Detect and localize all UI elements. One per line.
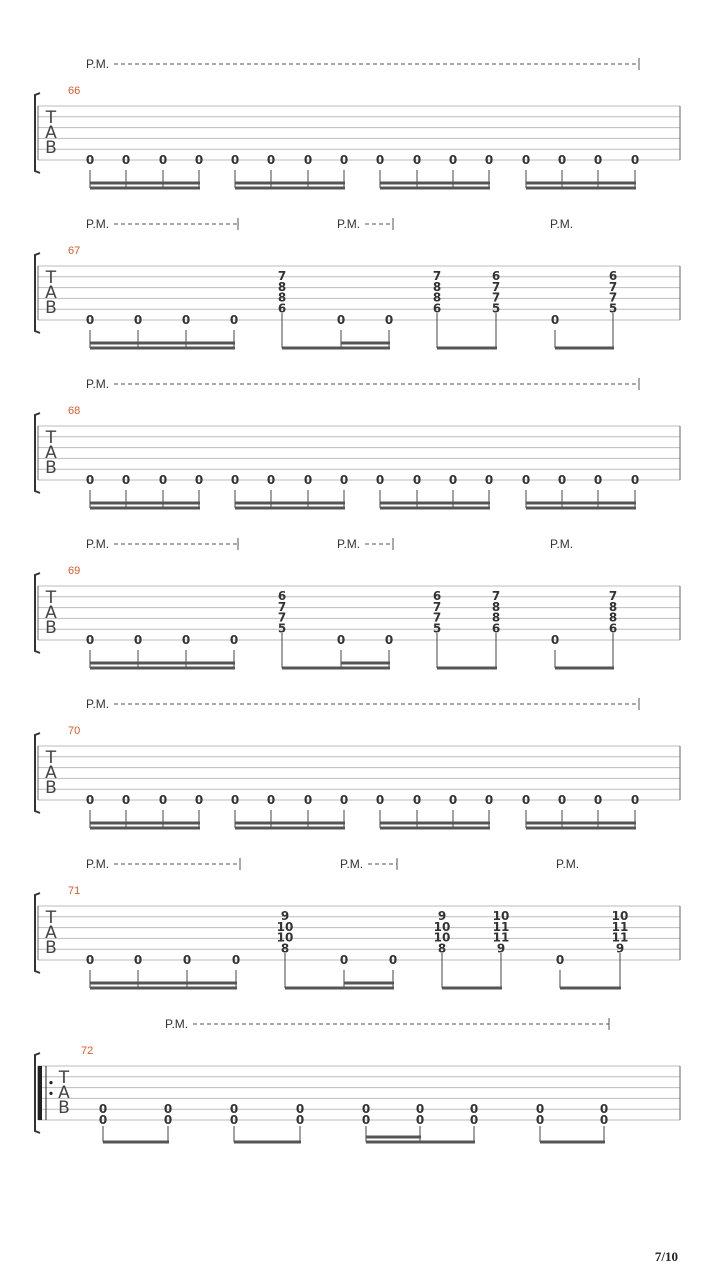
fret-number: 0 [599, 1113, 609, 1127]
palm-mute-label: P.M. [86, 857, 110, 871]
fret-number: 0 [550, 633, 560, 647]
fret-number: 0 [266, 793, 276, 807]
fret-number: 7 [491, 279, 501, 294]
fret-number: 0 [336, 313, 346, 327]
beam [282, 667, 390, 670]
fret-number: 0 [630, 793, 640, 807]
beam [90, 342, 235, 345]
fret-number: 5 [432, 621, 442, 636]
fret-number: 6 [432, 589, 442, 603]
fret-number: 0 [230, 793, 240, 807]
fret-number: 0 [163, 1102, 173, 1117]
tab-clef-letter: B [45, 938, 57, 958]
measure-number: 69 [68, 565, 81, 577]
beam [282, 347, 390, 350]
fret-number: 0 [194, 473, 204, 487]
fret-number: 0 [361, 1102, 371, 1117]
fret-number: 6 [491, 621, 501, 636]
fret-number: 7 [608, 290, 618, 305]
fret-number: 0 [469, 1113, 479, 1127]
fret-number: 11 [492, 930, 510, 945]
fret-number: 10 [492, 909, 510, 923]
tab-clef-letter: A [45, 603, 57, 623]
fret-number: 0 [231, 953, 241, 967]
palm-mute-label: P.M. [86, 537, 110, 551]
beam [366, 1136, 421, 1139]
palm-mute-label: P.M. [86, 57, 110, 71]
tab-staff [35, 733, 680, 813]
beam [380, 187, 490, 190]
fret-number: 0 [469, 1102, 479, 1117]
fret-number: 0 [336, 633, 346, 647]
beam [526, 187, 636, 190]
fret-number: 10 [433, 919, 451, 934]
palm-mute-label: P.M. [165, 1017, 189, 1031]
tab-clef-letter: A [45, 763, 57, 783]
fret-number: 0 [484, 473, 494, 487]
palm-mute-label: P.M. [340, 857, 364, 871]
palm-mute-label: P.M. [337, 217, 361, 231]
beam [344, 982, 394, 985]
beam [437, 347, 497, 350]
fret-number: 0 [133, 633, 143, 647]
fret-number: 8 [277, 290, 287, 305]
fret-number: 0 [521, 473, 531, 487]
fret-number: 7 [432, 599, 442, 614]
fret-number: 0 [384, 313, 394, 327]
fret-number: 0 [415, 1102, 425, 1117]
fret-number: 0 [85, 313, 95, 327]
fret-number: 7 [277, 610, 287, 625]
fret-number: 0 [412, 153, 422, 167]
beam [235, 507, 345, 510]
beam [90, 822, 200, 825]
beam [90, 182, 200, 185]
fret-number: 8 [277, 279, 287, 294]
tab-staff [35, 93, 680, 173]
fret-number: 6 [277, 301, 287, 316]
fret-number: 0 [98, 1102, 108, 1117]
fret-number: 0 [182, 953, 192, 967]
palm-mute-label: P.M. [556, 857, 580, 871]
fret-number: 10 [433, 930, 451, 945]
fret-number: 5 [277, 621, 287, 636]
fret-number: 0 [229, 1113, 239, 1127]
fret-number: 0 [550, 313, 560, 327]
measure-number: 71 [68, 885, 81, 897]
fret-number: 11 [611, 919, 629, 934]
fret-number: 0 [163, 1113, 173, 1127]
tab-clef-letter: B [58, 1098, 70, 1118]
fret-number: 9 [437, 909, 447, 923]
fret-number: 0 [295, 1102, 305, 1117]
tab-clef-letter: T [45, 108, 57, 128]
fret-number: 0 [593, 153, 603, 167]
fret-number: 8 [608, 610, 618, 625]
tab-clef-letter: A [45, 923, 57, 943]
fret-number: 8 [491, 610, 501, 625]
beam [437, 667, 497, 670]
fret-number: 0 [557, 153, 567, 167]
fret-number: 0 [121, 793, 131, 807]
fret-number: 6 [491, 269, 501, 283]
fret-number: 0 [266, 473, 276, 487]
beam [90, 827, 200, 830]
beam [235, 187, 345, 190]
tab-clef-letter: B [45, 458, 57, 478]
fret-number: 7 [608, 279, 618, 294]
fret-number: 0 [521, 793, 531, 807]
fret-number: 0 [448, 153, 458, 167]
fret-number: 0 [557, 473, 567, 487]
fret-number: 0 [85, 633, 95, 647]
fret-number: 0 [194, 793, 204, 807]
fret-number: 0 [121, 473, 131, 487]
fret-number: 0 [133, 313, 143, 327]
tab-clef-letter: A [58, 1083, 70, 1103]
fret-number: 9 [496, 941, 506, 956]
fret-number: 0 [158, 473, 168, 487]
beam [235, 182, 345, 185]
fret-number: 0 [194, 153, 204, 167]
beam [380, 827, 490, 830]
beam [526, 822, 636, 825]
tab-clef-letter: B [45, 778, 57, 798]
fret-number: 0 [339, 153, 349, 167]
tab-staff [35, 893, 680, 973]
beam [90, 662, 235, 665]
palm-mute-label: P.M. [86, 377, 110, 391]
fret-number: 0 [448, 473, 458, 487]
fret-number: 10 [276, 919, 294, 934]
tab-staff [35, 413, 680, 493]
fret-number: 0 [303, 473, 313, 487]
fret-number: 8 [608, 599, 618, 614]
measure-number: 66 [68, 85, 81, 97]
tab-clef-letter: T [58, 1068, 70, 1088]
fret-number: 0 [229, 633, 239, 647]
beam [366, 1141, 475, 1144]
fret-number: 0 [85, 793, 95, 807]
tab-staff [35, 1053, 680, 1133]
fret-number: 6 [277, 589, 287, 603]
fret-number: 0 [339, 793, 349, 807]
beam [341, 342, 390, 345]
fret-number: 8 [432, 290, 442, 305]
fret-number: 0 [85, 153, 95, 167]
fret-number: 0 [98, 1113, 108, 1127]
palm-mute-label: P.M. [337, 537, 361, 551]
fret-number: 0 [229, 313, 239, 327]
beam [555, 347, 614, 350]
fret-number: 0 [121, 153, 131, 167]
fret-number: 0 [535, 1102, 545, 1117]
palm-mute-label: P.M. [550, 217, 574, 231]
fret-number: 0 [303, 153, 313, 167]
fret-number: 6 [608, 269, 618, 283]
tab-staff [35, 573, 680, 653]
fret-number: 7 [608, 589, 618, 603]
fret-number: 0 [158, 793, 168, 807]
fret-number: 7 [491, 589, 501, 603]
beam [555, 667, 614, 670]
beam [103, 1141, 169, 1144]
fret-number: 0 [484, 153, 494, 167]
fret-number: 0 [593, 473, 603, 487]
tab-clef-letter: T [45, 428, 57, 448]
fret-number: 8 [437, 941, 447, 956]
beam [90, 667, 235, 670]
fret-number: 0 [630, 153, 640, 167]
tab-clef-letter: A [45, 283, 57, 303]
beam [234, 1141, 301, 1144]
fret-number: 5 [491, 301, 501, 316]
fret-number: 0 [412, 473, 422, 487]
fret-number: 0 [158, 153, 168, 167]
fret-number: 11 [611, 930, 629, 945]
beam [90, 187, 200, 190]
fret-number: 0 [555, 953, 565, 967]
fret-number: 9 [615, 941, 625, 956]
beam [560, 987, 621, 990]
fret-number: 6 [432, 301, 442, 316]
fret-number: 0 [361, 1113, 371, 1127]
fret-number: 0 [599, 1102, 609, 1117]
fret-number: 0 [339, 953, 349, 967]
fret-number: 0 [181, 633, 191, 647]
fret-number: 0 [133, 953, 143, 967]
fret-number: 6 [608, 621, 618, 636]
tab-clef-letter: A [45, 443, 57, 463]
tab-clef-letter: T [45, 908, 57, 928]
tab-clef-letter: T [45, 748, 57, 768]
fret-number: 0 [535, 1113, 545, 1127]
beam [285, 987, 394, 990]
palm-mute-label: P.M. [86, 217, 110, 231]
fret-number: 0 [412, 793, 422, 807]
beam [90, 507, 200, 510]
measure-number: 70 [68, 725, 81, 737]
beam [341, 662, 390, 665]
fret-number: 7 [491, 290, 501, 305]
fret-number: 0 [303, 793, 313, 807]
beam [380, 182, 490, 185]
beam [526, 502, 636, 505]
fret-number: 10 [611, 909, 629, 923]
beam [526, 507, 636, 510]
fret-number: 7 [432, 269, 442, 283]
fret-number: 10 [276, 930, 294, 945]
tab-clef-letter: B [45, 298, 57, 318]
beam [442, 987, 502, 990]
fret-number: 0 [484, 793, 494, 807]
beam [526, 827, 636, 830]
fret-number: 0 [557, 793, 567, 807]
fret-number: 7 [277, 269, 287, 283]
fret-number: 8 [491, 599, 501, 614]
palm-mute-label: P.M. [550, 537, 574, 551]
fret-number: 0 [375, 793, 385, 807]
fret-number: 0 [384, 633, 394, 647]
fret-number: 0 [229, 1102, 239, 1117]
measure-number: 72 [81, 1045, 94, 1057]
beam [380, 822, 490, 825]
beam [540, 1141, 605, 1144]
fret-number: 9 [280, 909, 290, 923]
tab-staff [35, 253, 680, 333]
fret-number: 8 [432, 279, 442, 294]
beam [235, 822, 345, 825]
beam [380, 502, 490, 505]
fret-number: 0 [85, 473, 95, 487]
page-number: 7/10 [654, 1249, 678, 1264]
repeat-dot [49, 1081, 52, 1084]
fret-number: 0 [181, 313, 191, 327]
tab-clef-letter: B [45, 138, 57, 158]
fret-number: 0 [295, 1113, 305, 1127]
fret-number: 0 [266, 153, 276, 167]
repeat-thick-bar [38, 1066, 42, 1120]
beam [235, 502, 345, 505]
fret-number: 0 [593, 793, 603, 807]
fret-number: 0 [230, 153, 240, 167]
beam [380, 507, 490, 510]
fret-number: 0 [375, 473, 385, 487]
beam [90, 347, 235, 350]
beam [90, 502, 200, 505]
fret-number: 0 [375, 153, 385, 167]
tab-clef-letter: A [45, 123, 57, 143]
fret-number: 11 [492, 919, 510, 934]
fret-number: 0 [448, 793, 458, 807]
fret-number: 0 [521, 153, 531, 167]
palm-mute-label: P.M. [86, 697, 110, 711]
fret-number: 0 [630, 473, 640, 487]
repeat-dot [49, 1092, 52, 1095]
fret-number: 0 [230, 473, 240, 487]
tab-clef-letter: B [45, 618, 57, 638]
tab-clef-letter: T [45, 268, 57, 288]
fret-number: 7 [432, 610, 442, 625]
fret-number: 0 [339, 473, 349, 487]
beam [90, 987, 237, 990]
beam [235, 827, 345, 830]
measure-number: 67 [68, 245, 81, 257]
beam [90, 982, 237, 985]
fret-number: 7 [277, 599, 287, 614]
fret-number: 8 [280, 941, 290, 956]
fret-number: 5 [608, 301, 618, 316]
fret-number: 0 [388, 953, 398, 967]
measure-number: 68 [68, 405, 81, 417]
fret-number: 0 [85, 953, 95, 967]
tab-clef-letter: T [45, 588, 57, 608]
fret-number: 0 [415, 1113, 425, 1127]
beam [526, 182, 636, 185]
